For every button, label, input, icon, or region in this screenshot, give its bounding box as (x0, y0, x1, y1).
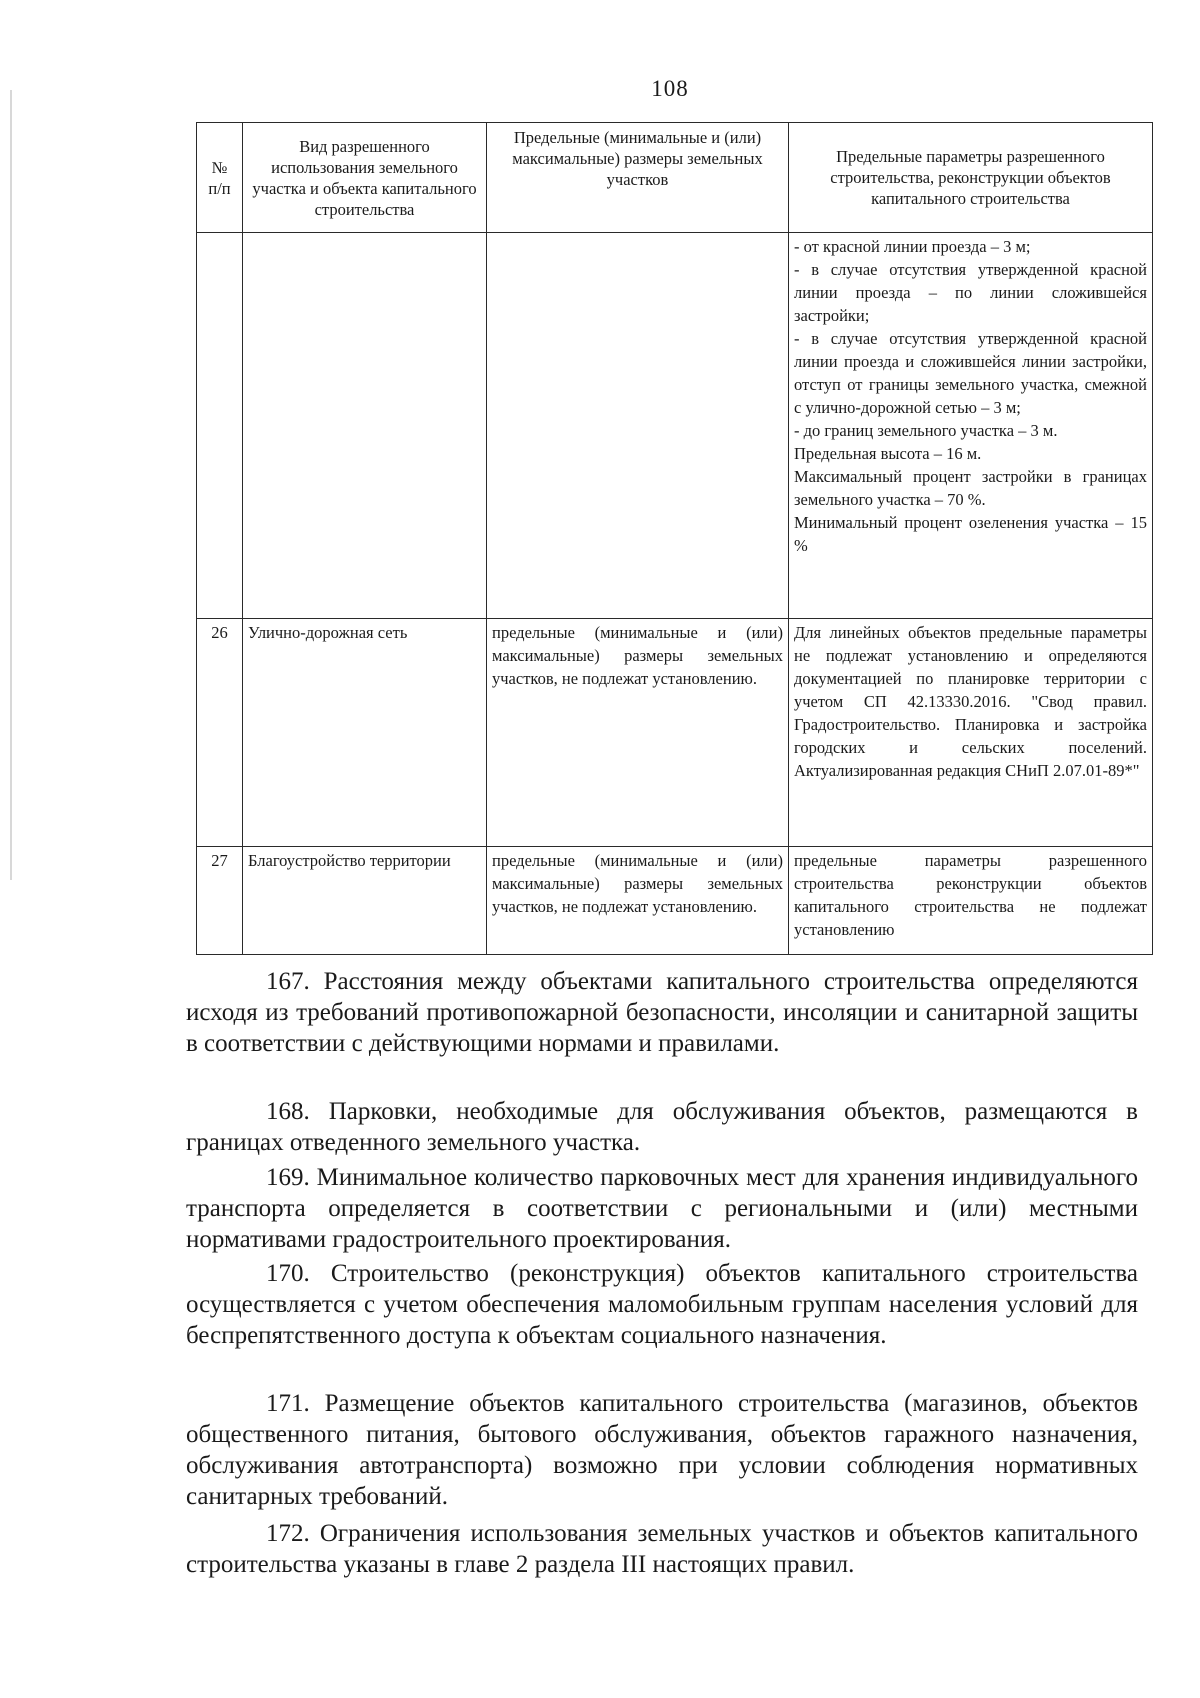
page-number: 108 (651, 76, 689, 101)
paragraph-number: 168. (266, 1098, 310, 1125)
header-size: Предельные (минимальные и (или) максимальные) размеры земельных участков (487, 123, 789, 233)
header-params: Предельные параметры разрешенного строительства, реконструкции объектов капитального строительства (789, 123, 1153, 233)
paragraph-number: 167. (266, 968, 310, 995)
param-line: - до границ земельного участка – 3 м. (794, 421, 1058, 440)
paragraph-171 (186, 1388, 1138, 1512)
table-row-continued (197, 233, 1153, 619)
param-line: - в случае отсутствия утвержденной красной линии проезда и сложившейся линии застройки, отступ от границы земельного участка, смежной с улично-дорожной сетью – 3 м; (794, 329, 1147, 417)
land-use-table (196, 122, 1153, 955)
param-line: Минимальный процент озеленения участка – 15 % (794, 513, 1147, 555)
header-num: № п/п (197, 123, 243, 233)
paragraph-text: Парковки, необходимые для обслуживания объектов, размещаются в границах отведенного земельного участка. (186, 1098, 1138, 1156)
paragraph-text: Строительство (реконструкция) объектов капитального строительства осуществляется с учетом обеспечения маломобильным группам населения условий для беспрепятственного доступа к объектам социального назначения. (186, 1260, 1139, 1349)
cell-kind: Благоустройство территории (243, 847, 487, 955)
paragraph-text: Расстояния между объектами капитального строительства определяются исходя из требований противопожарной безопасности, инсоляции и санитарной защиты в соответствии с действующими нормами и правилами. (186, 968, 1138, 1057)
paragraph-172 (186, 1518, 1138, 1580)
paragraph-text: Ограничения использования земельных участков и объектов капитального строительства указаны в главе 2 раздела III настоящих правил. (186, 1520, 1138, 1578)
cell-size: предельные (минимальные и (или) максимальные) размеры земельных участков, не подлежат установлению. (487, 619, 789, 847)
cell-params: предельные параметры разрешенного строительства реконструкции объектов капитального строительства не подлежат установлению (789, 847, 1153, 955)
scan-edge-mark (10, 90, 12, 880)
cell-num: 26 (197, 619, 243, 847)
paragraph-167 (186, 966, 1138, 1059)
param-line: Предельная высота – 16 м. (794, 444, 982, 463)
paragraph-168 (186, 1096, 1138, 1158)
param-line: Максимальный процент застройки в границах земельного участка – 70 %. (794, 467, 1147, 509)
paragraph-text: Минимальное количество парковочных мест для хранения индивидуального транспорта определяется в соответствии с региональными и (или) местными нормативами градостроительного проектирования. (186, 1164, 1139, 1253)
paragraph-170 (186, 1258, 1138, 1351)
cell-params: Для линейных объектов предельные параметры не подлежат установлению и определяются документацией по планировке территории с учетом СП 42.13330.2016. "Свод правил. Градостроительство. Планировка и застройка городских и сельских поселений. Актуализированная редакция СНиП 2.07.01-89*" (789, 619, 1153, 847)
cell-kind (243, 233, 487, 619)
table-header-row (197, 123, 1153, 233)
param-line: - от красной линии проезда – 3 м; (794, 237, 1031, 256)
paragraph-number: 169. (266, 1164, 310, 1191)
cell-size: предельные (минимальные и (или) максимальные) размеры земельных участков, не подлежат установлению. (487, 847, 789, 955)
cell-num (197, 233, 243, 619)
paragraph-number: 170. (266, 1260, 310, 1287)
cell-size (487, 233, 789, 619)
table-row (197, 847, 1153, 955)
paragraph-number: 172. (266, 1520, 310, 1547)
cell-params (789, 233, 1153, 619)
cell-num: 27 (197, 847, 243, 955)
param-line: - в случае отсутствия утвержденной красной линии проезда – по линии сложившейся застройки; (794, 260, 1147, 325)
header-kind: Вид разрешенного использования земельного участка и объекта капитального строительства (243, 123, 487, 233)
paragraph-number: 171. (266, 1390, 310, 1417)
paragraph-text: Размещение объектов капитального строительства (магазинов, объектов общественного питания, бытового обслуживания, объектов гаражного назначения, обслуживания автотранспорта) возможно при условии соблюдения нормативных санитарных требований. (186, 1390, 1139, 1510)
paragraph-169 (186, 1162, 1138, 1255)
cell-kind: Улично-дорожная сеть (243, 619, 487, 847)
table-row (197, 619, 1153, 847)
